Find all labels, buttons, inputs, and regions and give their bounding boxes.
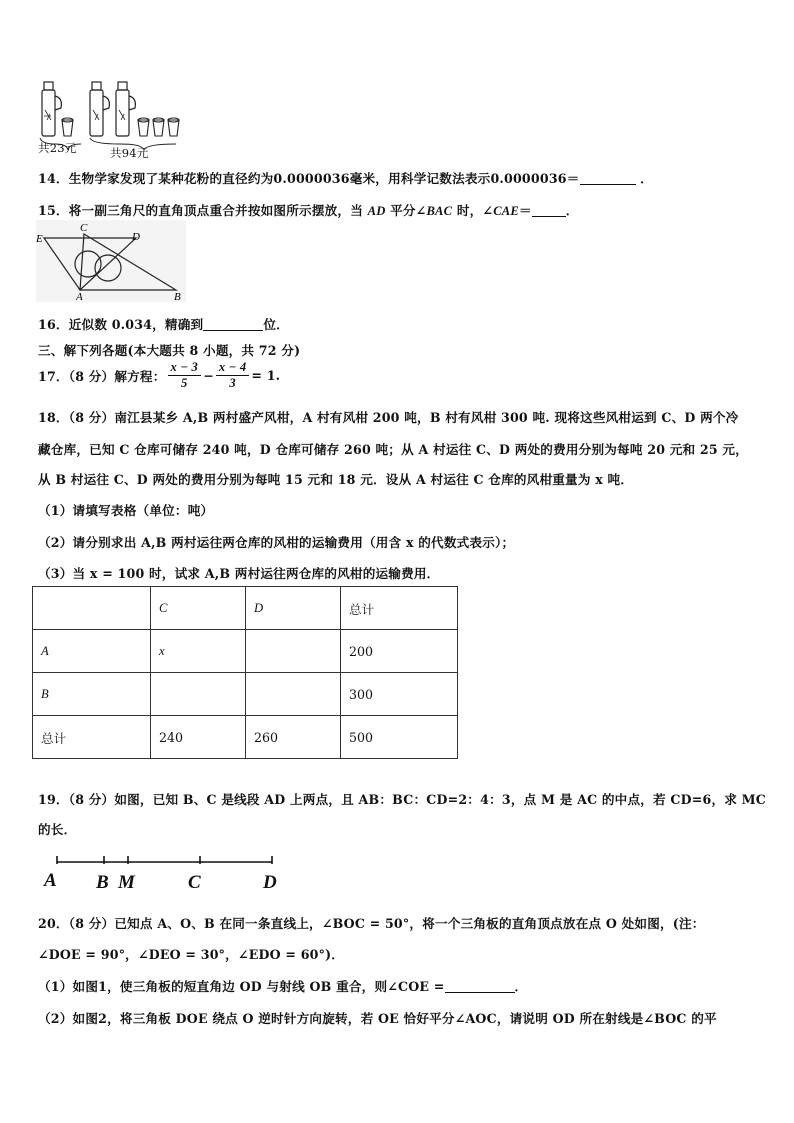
question-number: 16． (38, 317, 69, 332)
point-label: C (188, 872, 201, 892)
answer-blank[interactable] (203, 318, 263, 331)
denominator: 3 (229, 376, 236, 390)
question-20-sub2: （2）如图2，将三角板 DOE 绕点 O 逆时针方向旋转，若 OE 恰好平分∠AOC，请说明 OD 所在射线是∠BOC 的平 (38, 1011, 717, 1026)
question-19-line2: 的长． (38, 822, 77, 837)
point-label: D (263, 872, 277, 892)
table-cell[interactable] (151, 673, 246, 716)
question-20-line1: 20．（8 分）已知点 A、O、B 在同一条直线上，∠BOC = 50°，将一个三角板的直角顶点放在点 O 处如图，(注： (38, 916, 705, 931)
cup-icon (138, 118, 149, 136)
question-tail: ． (640, 171, 653, 186)
label-B: B (174, 291, 181, 302)
question-18-sub1: （1）请填写表格（单位：吨） (38, 503, 214, 518)
cup-icon (62, 118, 73, 136)
question-text: 时，∠ (456, 203, 494, 218)
question-text: 17．（8 分）解方程： (38, 369, 166, 384)
flask-icon (42, 82, 61, 136)
cup-icon (153, 118, 164, 136)
segment-label: AD (367, 204, 386, 218)
equation-rhs: = 1. (251, 368, 281, 383)
point-label: M (118, 872, 135, 892)
answer-blank[interactable] (532, 204, 566, 217)
answer-blank[interactable] (580, 172, 636, 185)
shipping-table (32, 586, 458, 759)
flask-icon (116, 82, 135, 136)
table-cell: 300 (341, 673, 458, 716)
question-20-line2: ∠DOE = 90°，∠DEO = 30°，∠EDO = 60°)． (38, 947, 345, 962)
table-cell: C (151, 587, 246, 630)
segment-figure (40, 850, 290, 892)
answer-blank[interactable] (445, 980, 515, 993)
table-row (33, 587, 458, 630)
question-number: 14． (38, 171, 69, 186)
point-label: B (96, 872, 109, 892)
fraction-2 (216, 360, 250, 391)
angle-label: CAE (493, 204, 519, 218)
question-16 (38, 314, 289, 333)
question-15 (38, 200, 579, 219)
question-number: 15． (38, 203, 69, 218)
table-cell[interactable] (246, 673, 341, 716)
question-18-sub3: （3）当 x = 100 时，试求 A,B 两村运往两仓库的风柑的运输费用． (38, 566, 440, 581)
flask-icon (90, 82, 109, 136)
question-14 (38, 168, 653, 187)
point-label: A (44, 870, 57, 891)
cup-icon (168, 118, 179, 136)
numerator: x − 3 (168, 360, 202, 376)
question-18-line2: 藏仓库，已知 C 仓库可储存 240 吨，D 仓库可储存 260 吨；从 A 村运往 C、D 两处的费用分别为每吨 20 元和 25 元， (38, 442, 749, 457)
question-18-line3: 从 B 村运往 C、D 两处的费用分别为每吨 15 元和 18 元．设从 A 村运往 C 仓库的风柑重量为 x 吨． (38, 472, 634, 487)
triangle-rulers-figure (36, 220, 186, 302)
label-D: D (132, 231, 140, 243)
question-18-sub2: （2）请分别求出 A,B 两村运往两仓库的风柑的运输费用（用含 x 的代数式表示）； (38, 535, 515, 550)
table-cell: 总计 (341, 587, 458, 630)
question-18-line1: 18．（8 分）南江县某乡 A,B 两村盛产风柑，A 村有风柑 200 吨，B 村有风柑 300 吨. 现将这些风柑运到 C、D 两个冷 (38, 410, 739, 425)
question-text: 将一副三角尺的直角顶点重合并按如图所示摆放，当 (68, 203, 363, 218)
question-text: ＝ (519, 203, 532, 218)
figure-label-left: 共23元 (38, 141, 77, 155)
question-text: （1）如图1，使三角板的短直角边 OD 与射线 OB 重合，则∠COE = (38, 979, 445, 994)
question-20-sub1 (38, 976, 527, 995)
question-tail: ． (514, 979, 528, 994)
numerator: x − 4 (216, 360, 250, 376)
table-cell: 200 (341, 630, 458, 673)
question-text: 近似数 0.034，精确到 (68, 317, 204, 332)
table-cell: B (33, 673, 151, 716)
table-cell: 500 (341, 716, 458, 759)
label-A: A (76, 291, 83, 302)
table-cell: A (33, 630, 151, 673)
table-row (33, 673, 458, 716)
table-row (33, 630, 458, 673)
question-17 (38, 360, 280, 391)
table-cell[interactable] (246, 630, 341, 673)
question-tail: 位． (263, 317, 289, 332)
question-text: 平分∠ (390, 203, 427, 218)
table-cell: D (246, 587, 341, 630)
table-cell: 总计 (33, 716, 151, 759)
denominator: 5 (181, 376, 188, 390)
section-title: 三、解下列各题(本大题共 8 小题，共 72 分) (38, 343, 301, 358)
question-text: 生物学家发现了某种花粉的直径约为0.0000036毫米，用科学记数法表示0.0000036＝ (68, 171, 580, 186)
label-C: C (80, 222, 88, 234)
minus-sign: − (203, 368, 214, 383)
label-E: E (36, 233, 43, 245)
table-row (33, 716, 458, 759)
table-cell: 260 (246, 716, 341, 759)
question-19-line1: 19．（8 分）如图，已知 B、C 是线段 AD 上两点，且 AB：BC：CD=2：4：3，点 M 是 AC 的中点，若 CD=6，求 MC (38, 792, 767, 807)
table-cell: 240 (151, 716, 246, 759)
table-cell (33, 587, 151, 630)
angle-label: BAC (426, 204, 453, 218)
fraction-1 (168, 360, 202, 391)
figure-label-right: 共94元 (110, 146, 149, 160)
question-tail: ． (565, 203, 579, 218)
table-cell[interactable]: x (151, 630, 246, 673)
